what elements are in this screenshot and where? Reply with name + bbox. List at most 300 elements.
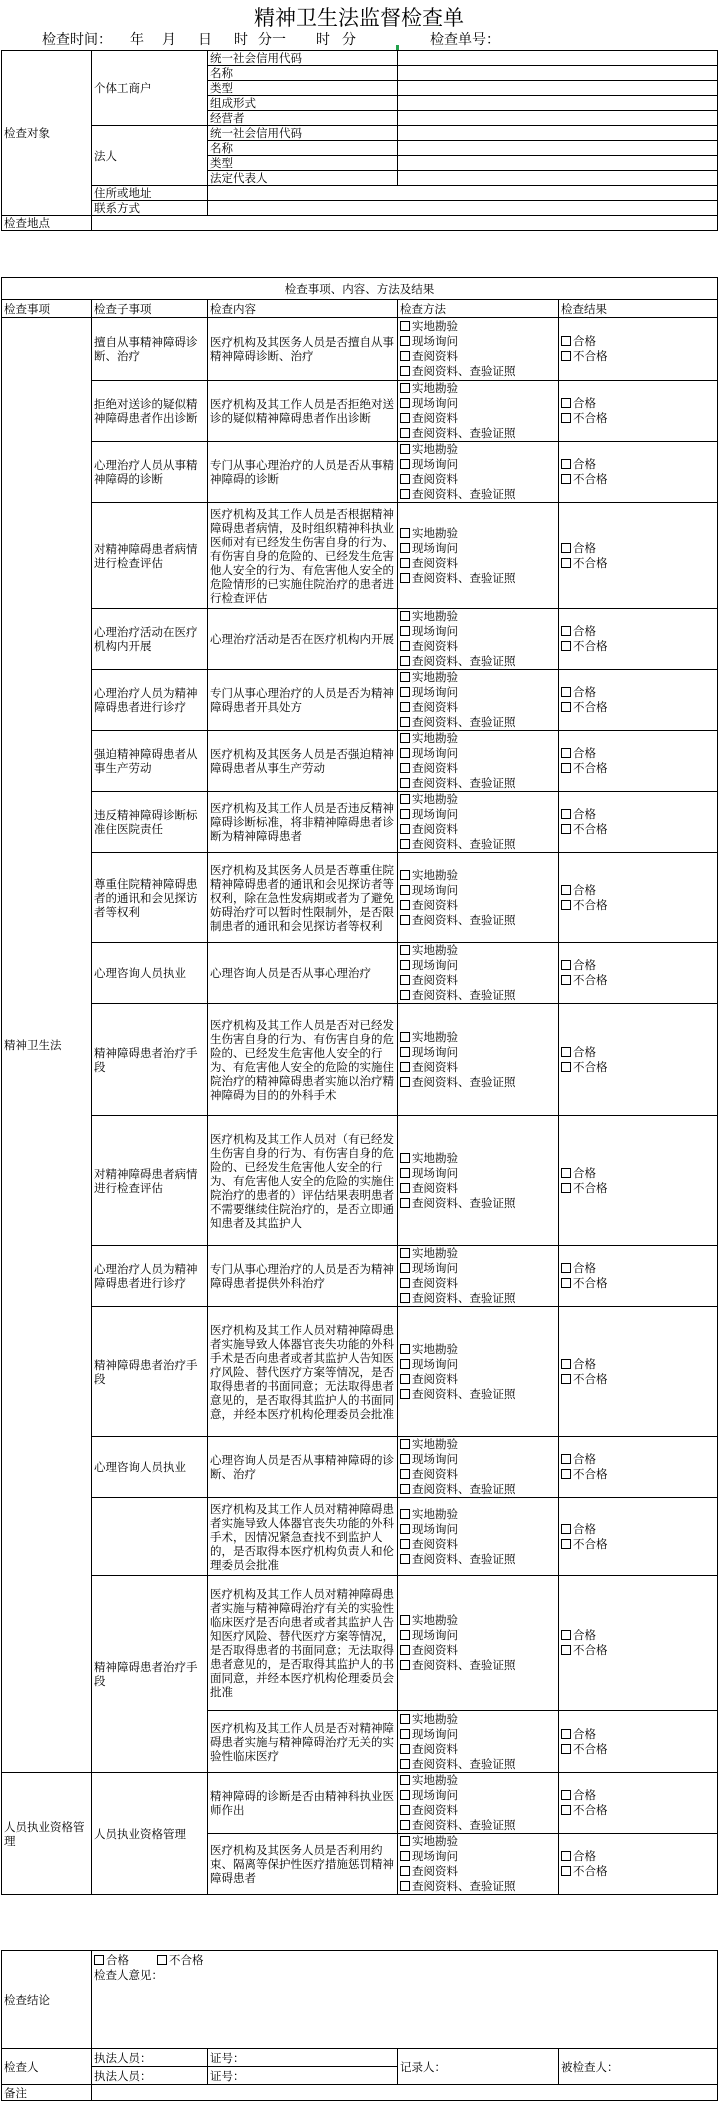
inspection-content: 医疗机构及其工作人员是否对精神障碍患者实施与精神障碍治疗无关的实验性临床医疗 bbox=[208, 1711, 398, 1773]
checkbox-icon[interactable] bbox=[561, 1454, 571, 1464]
checkbox-icon[interactable] bbox=[561, 885, 571, 895]
method-option[interactable] bbox=[400, 1788, 556, 1803]
checkbox-icon[interactable] bbox=[561, 1851, 571, 1861]
method-option[interactable] bbox=[400, 883, 556, 898]
checkbox-icon[interactable] bbox=[400, 1484, 410, 1494]
result-option[interactable] bbox=[561, 1045, 715, 1060]
result-option[interactable] bbox=[561, 1181, 715, 1196]
method-option[interactable] bbox=[400, 1727, 556, 1742]
method-option[interactable] bbox=[400, 807, 556, 822]
checkbox-icon[interactable] bbox=[400, 626, 410, 636]
legal-field-value[interactable] bbox=[398, 156, 718, 171]
remarks-value[interactable] bbox=[92, 2085, 718, 2101]
checkbox-icon[interactable] bbox=[400, 1374, 410, 1384]
checkbox-icon[interactable] bbox=[561, 1539, 571, 1549]
checkbox-icon[interactable] bbox=[561, 1790, 571, 1800]
checkbox-icon[interactable] bbox=[561, 1374, 571, 1384]
checkbox-icon[interactable] bbox=[400, 1062, 410, 1072]
method-option[interactable] bbox=[400, 1151, 556, 1166]
method-label: 查阅资料、查验证照 bbox=[412, 1195, 516, 1210]
result-label: 合格 bbox=[573, 1726, 596, 1741]
result-option[interactable] bbox=[561, 541, 715, 556]
result-option[interactable] bbox=[561, 411, 715, 426]
checkbox-icon[interactable] bbox=[400, 1744, 410, 1754]
inspection-content: 医疗机构及其工作人员对精神障碍患者实施导致人体器官丧失功能的外科手术，因情况紧急查找不到监护人的，是否取得本医疗机构负责人和伦理委员会批准 bbox=[208, 1498, 398, 1576]
result-option[interactable] bbox=[561, 457, 715, 472]
method-option[interactable] bbox=[400, 837, 556, 852]
checkbox-icon[interactable] bbox=[400, 1866, 410, 1876]
checkbox-icon[interactable] bbox=[400, 1660, 410, 1670]
method-option[interactable] bbox=[400, 1181, 556, 1196]
conclusion-label: 检查结论 bbox=[2, 1951, 92, 2049]
checkbox-icon[interactable] bbox=[400, 321, 410, 331]
method-label: 查阅资料 bbox=[412, 472, 458, 486]
checkbox-icon[interactable] bbox=[400, 1630, 410, 1640]
method-option[interactable] bbox=[400, 1482, 556, 1497]
checkbox-icon[interactable] bbox=[400, 1198, 410, 1208]
result-option[interactable] bbox=[561, 1276, 715, 1291]
inspection-row bbox=[2, 1116, 718, 1246]
result-option[interactable] bbox=[561, 1628, 715, 1643]
checkbox-icon[interactable] bbox=[561, 1866, 571, 1876]
checkbox-icon[interactable] bbox=[400, 717, 410, 727]
result-option[interactable] bbox=[561, 396, 715, 411]
result-option[interactable] bbox=[561, 1166, 715, 1181]
checkbox-icon[interactable] bbox=[400, 428, 410, 438]
result-option[interactable] bbox=[561, 1537, 715, 1552]
individual-field-value[interactable] bbox=[398, 111, 718, 126]
method-option[interactable] bbox=[400, 1045, 556, 1060]
result-label: 不合格 bbox=[573, 555, 608, 570]
result-option[interactable] bbox=[561, 700, 715, 715]
checkbox-icon[interactable] bbox=[400, 1293, 410, 1303]
method-option[interactable] bbox=[400, 556, 556, 571]
result-label: 不合格 bbox=[573, 349, 608, 363]
checkbox-icon[interactable] bbox=[400, 960, 410, 970]
checkbox-icon[interactable] bbox=[400, 672, 410, 682]
method-cell bbox=[398, 853, 559, 943]
method-option[interactable] bbox=[400, 1372, 556, 1387]
checkbox-icon[interactable] bbox=[400, 459, 410, 469]
method-option[interactable] bbox=[400, 1291, 556, 1306]
legal-field-label: 统一社会信用代码 bbox=[208, 126, 398, 141]
method-option[interactable] bbox=[400, 1030, 556, 1045]
checkbox-icon[interactable] bbox=[561, 1744, 571, 1754]
method-option[interactable] bbox=[400, 1803, 556, 1818]
method-label: 实地勘验 bbox=[412, 1437, 458, 1451]
method-option[interactable] bbox=[400, 526, 556, 541]
result-label: 不合格 bbox=[573, 761, 608, 775]
result-option[interactable] bbox=[561, 1742, 715, 1757]
method-option[interactable] bbox=[400, 715, 556, 730]
item-group-label: 人员执业资格管理 bbox=[2, 1773, 92, 1895]
checkbox-icon[interactable] bbox=[561, 809, 571, 819]
checkbox-icon[interactable] bbox=[561, 748, 571, 758]
checkbox-icon[interactable] bbox=[400, 687, 410, 697]
checkbox-icon[interactable] bbox=[400, 1851, 410, 1861]
method-option[interactable] bbox=[400, 1467, 556, 1482]
result-cell bbox=[559, 503, 718, 609]
method-option[interactable] bbox=[400, 988, 556, 1003]
checkbox-icon[interactable] bbox=[400, 809, 410, 819]
method-option[interactable] bbox=[400, 1452, 556, 1467]
method-option[interactable] bbox=[400, 426, 556, 441]
method-option[interactable] bbox=[400, 654, 556, 669]
method-label: 实地勘验 bbox=[412, 525, 458, 540]
method-option[interactable] bbox=[400, 1879, 556, 1894]
checkbox-icon[interactable] bbox=[400, 763, 410, 773]
checkbox-icon[interactable] bbox=[561, 687, 571, 697]
checkbox-icon[interactable] bbox=[400, 1248, 410, 1258]
checkbox-icon[interactable] bbox=[400, 839, 410, 849]
checkbox-icon[interactable] bbox=[400, 1775, 410, 1785]
result-option[interactable] bbox=[561, 685, 715, 700]
checkbox-icon[interactable] bbox=[400, 1881, 410, 1891]
result-option[interactable] bbox=[561, 1452, 715, 1467]
checkbox-icon[interactable] bbox=[400, 1469, 410, 1479]
location-value[interactable] bbox=[92, 216, 718, 231]
method-option[interactable] bbox=[400, 973, 556, 988]
result-option[interactable] bbox=[561, 1788, 715, 1803]
method-option[interactable] bbox=[400, 1075, 556, 1090]
checkbox-icon[interactable] bbox=[400, 558, 410, 568]
checkbox-icon[interactable] bbox=[561, 1278, 571, 1288]
method-option[interactable] bbox=[400, 822, 556, 837]
checkbox-icon[interactable] bbox=[400, 945, 410, 955]
checkbox-icon[interactable] bbox=[157, 1955, 167, 1965]
checkbox-icon[interactable] bbox=[400, 543, 410, 553]
checkbox-icon[interactable] bbox=[400, 474, 410, 484]
column-header: 检查结果 bbox=[559, 300, 718, 318]
method-option[interactable] bbox=[400, 624, 556, 639]
checkbox-icon[interactable] bbox=[400, 1615, 410, 1625]
checkbox-icon[interactable] bbox=[400, 1820, 410, 1830]
method-option[interactable] bbox=[400, 1060, 556, 1075]
method-option[interactable] bbox=[400, 364, 556, 379]
method-option[interactable] bbox=[400, 1628, 556, 1643]
result-option[interactable] bbox=[561, 822, 715, 837]
checkbox-icon[interactable] bbox=[400, 366, 410, 376]
method-option[interactable] bbox=[400, 792, 556, 807]
sub-item-name: 人员执业资格管理 bbox=[92, 1773, 208, 1895]
checkbox-icon[interactable] bbox=[400, 1759, 410, 1769]
checkbox-icon[interactable] bbox=[400, 900, 410, 910]
method-option[interactable] bbox=[400, 1818, 556, 1833]
method-option[interactable] bbox=[400, 1507, 556, 1522]
method-option[interactable] bbox=[400, 868, 556, 883]
checkbox-icon[interactable] bbox=[400, 1278, 410, 1288]
result-option[interactable] bbox=[561, 807, 715, 822]
checkbox-icon[interactable] bbox=[400, 1439, 410, 1449]
checkbox-icon[interactable] bbox=[561, 763, 571, 773]
method-option[interactable] bbox=[400, 1357, 556, 1372]
method-option[interactable] bbox=[400, 943, 556, 958]
method-option[interactable] bbox=[400, 761, 556, 776]
checkbox-icon[interactable] bbox=[561, 975, 571, 985]
checkbox-icon[interactable] bbox=[561, 558, 571, 568]
checkbox-icon[interactable] bbox=[561, 702, 571, 712]
checkbox-icon[interactable] bbox=[400, 1344, 410, 1354]
checkbox-icon[interactable] bbox=[400, 1509, 410, 1519]
result-option[interactable] bbox=[561, 958, 715, 973]
method-option[interactable] bbox=[400, 958, 556, 973]
method-option[interactable] bbox=[400, 1261, 556, 1276]
result-option[interactable] bbox=[561, 1643, 715, 1658]
method-option[interactable] bbox=[400, 1437, 556, 1452]
method-option[interactable] bbox=[400, 1552, 556, 1567]
method-label: 查阅资料 bbox=[412, 555, 458, 570]
checkbox-icon[interactable] bbox=[400, 351, 410, 361]
method-option[interactable] bbox=[400, 1643, 556, 1658]
checkbox-icon[interactable] bbox=[400, 528, 410, 538]
checkbox-icon[interactable] bbox=[400, 1032, 410, 1042]
result-option[interactable] bbox=[561, 1803, 715, 1818]
method-option[interactable] bbox=[400, 1864, 556, 1879]
checkbox-icon[interactable] bbox=[400, 413, 410, 423]
method-option[interactable] bbox=[400, 487, 556, 502]
individual-field-value[interactable] bbox=[398, 66, 718, 81]
checkbox-icon[interactable] bbox=[561, 824, 571, 834]
checkbox-icon[interactable] bbox=[400, 1389, 410, 1399]
individual-field-value[interactable] bbox=[398, 81, 718, 96]
method-option[interactable] bbox=[400, 1757, 556, 1772]
method-option[interactable] bbox=[400, 1712, 556, 1727]
checkbox-icon[interactable] bbox=[400, 1539, 410, 1549]
checkbox-icon[interactable] bbox=[400, 1805, 410, 1815]
method-option[interactable] bbox=[400, 396, 556, 411]
inspection-row bbox=[2, 1307, 718, 1437]
checkbox-icon[interactable] bbox=[561, 626, 571, 636]
result-option[interactable] bbox=[561, 556, 715, 571]
method-option[interactable] bbox=[400, 685, 556, 700]
checkbox-icon[interactable] bbox=[400, 641, 410, 651]
checkbox-icon[interactable] bbox=[561, 413, 571, 423]
checkbox-icon[interactable] bbox=[400, 870, 410, 880]
checkbox-icon[interactable] bbox=[561, 351, 571, 361]
checkbox-icon[interactable] bbox=[561, 1630, 571, 1640]
result-option[interactable] bbox=[561, 1849, 715, 1864]
method-option[interactable] bbox=[400, 457, 556, 472]
result-option[interactable] bbox=[561, 898, 715, 913]
method-option[interactable] bbox=[400, 609, 556, 624]
checkbox-icon[interactable] bbox=[561, 960, 571, 970]
checkbox-icon[interactable] bbox=[400, 1454, 410, 1464]
checkbox-icon[interactable] bbox=[400, 975, 410, 985]
checkbox-icon[interactable] bbox=[400, 733, 410, 743]
checkbox-icon[interactable] bbox=[561, 474, 571, 484]
checkbox-icon[interactable] bbox=[400, 1524, 410, 1534]
day-label: 日 bbox=[198, 32, 212, 48]
method-option[interactable] bbox=[400, 1834, 556, 1849]
result-option[interactable] bbox=[561, 1372, 715, 1387]
method-option[interactable] bbox=[400, 349, 556, 364]
method-label: 现场询问 bbox=[412, 685, 458, 699]
individual-field-value[interactable] bbox=[398, 51, 718, 66]
checkbox-icon[interactable] bbox=[400, 1554, 410, 1564]
checkbox-icon[interactable] bbox=[400, 794, 410, 804]
method-option[interactable] bbox=[400, 319, 556, 334]
result-option[interactable] bbox=[561, 1060, 715, 1075]
checkbox-icon[interactable] bbox=[400, 778, 410, 788]
checkbox-icon[interactable] bbox=[400, 336, 410, 346]
checkbox-icon[interactable] bbox=[400, 1047, 410, 1057]
method-option[interactable] bbox=[400, 442, 556, 457]
method-option[interactable] bbox=[400, 334, 556, 349]
checkbox-icon[interactable] bbox=[561, 459, 571, 469]
checkbox-icon[interactable] bbox=[561, 1645, 571, 1655]
method-option[interactable] bbox=[400, 1387, 556, 1402]
result-option[interactable] bbox=[561, 883, 715, 898]
method-option[interactable] bbox=[400, 1342, 556, 1357]
result-cell bbox=[559, 609, 718, 670]
method-option[interactable] bbox=[400, 700, 556, 715]
checkbox-icon[interactable] bbox=[400, 398, 410, 408]
method-option[interactable] bbox=[400, 746, 556, 761]
method-option[interactable] bbox=[400, 1246, 556, 1261]
method-option[interactable] bbox=[400, 1613, 556, 1628]
checkbox-icon[interactable] bbox=[400, 1359, 410, 1369]
address-value[interactable] bbox=[208, 186, 718, 201]
result-option[interactable] bbox=[561, 1522, 715, 1537]
inspection-row bbox=[2, 1576, 718, 1711]
result-label: 合格 bbox=[573, 807, 596, 821]
result-label: 合格 bbox=[573, 1849, 596, 1863]
conclusion-label: 合格 bbox=[106, 1953, 129, 1967]
result-option[interactable] bbox=[561, 746, 715, 761]
method-option[interactable] bbox=[400, 913, 556, 928]
checkbox-icon[interactable] bbox=[400, 1263, 410, 1273]
result-option[interactable] bbox=[561, 1864, 715, 1879]
result-option[interactable] bbox=[561, 624, 715, 639]
checkbox-icon[interactable] bbox=[400, 885, 410, 895]
result-option[interactable] bbox=[561, 1727, 715, 1742]
checkbox-icon[interactable] bbox=[400, 824, 410, 834]
result-option[interactable] bbox=[561, 639, 715, 654]
checkbox-icon[interactable] bbox=[561, 641, 571, 651]
checkbox-icon[interactable] bbox=[561, 336, 571, 346]
checkbox-icon[interactable] bbox=[400, 573, 410, 583]
checkbox-icon[interactable] bbox=[400, 1790, 410, 1800]
conclusion-options bbox=[94, 1953, 715, 1968]
checkbox-icon[interactable] bbox=[400, 990, 410, 1000]
checkbox-icon[interactable] bbox=[400, 1729, 410, 1739]
contact-value[interactable] bbox=[208, 201, 718, 216]
method-option[interactable] bbox=[400, 1276, 556, 1291]
checkbox-icon[interactable] bbox=[400, 1077, 410, 1087]
checkbox-icon[interactable] bbox=[561, 1805, 571, 1815]
sub-item-name: 擅自从事精神障碍诊断、治疗 bbox=[92, 318, 208, 381]
method-option[interactable] bbox=[400, 1773, 556, 1788]
checkbox-icon[interactable] bbox=[561, 398, 571, 408]
method-option[interactable] bbox=[400, 1742, 556, 1757]
checkbox-icon[interactable] bbox=[400, 656, 410, 666]
checkbox-icon[interactable] bbox=[400, 444, 410, 454]
method-option[interactable] bbox=[400, 1522, 556, 1537]
checkbox-icon[interactable] bbox=[400, 1153, 410, 1163]
conclusion-option[interactable] bbox=[94, 1953, 129, 1968]
method-option[interactable] bbox=[400, 670, 556, 685]
result-option[interactable] bbox=[561, 472, 715, 487]
legal-field-value[interactable] bbox=[398, 141, 718, 156]
checkbox-icon[interactable] bbox=[561, 543, 571, 553]
legal-field-value[interactable] bbox=[398, 171, 718, 186]
method-option[interactable] bbox=[400, 411, 556, 426]
method-option[interactable] bbox=[400, 1166, 556, 1181]
checkbox-icon[interactable] bbox=[561, 1062, 571, 1072]
checkbox-icon[interactable] bbox=[400, 915, 410, 925]
conclusion-option[interactable] bbox=[157, 1953, 204, 1968]
checkbox-icon[interactable] bbox=[561, 1469, 571, 1479]
method-label: 查阅资料 bbox=[412, 897, 458, 912]
minute2-label: 分 bbox=[342, 32, 356, 48]
checkbox-icon[interactable] bbox=[400, 611, 410, 621]
inspection-row bbox=[2, 943, 718, 1004]
result-option[interactable] bbox=[561, 334, 715, 349]
checkbox-icon[interactable] bbox=[94, 1955, 104, 1965]
method-label: 查阅资料 bbox=[412, 761, 458, 775]
method-cell bbox=[398, 503, 559, 609]
method-label: 查阅资料、查验证照 bbox=[412, 364, 516, 378]
remarks-label: 备注 bbox=[2, 2085, 92, 2101]
method-option[interactable] bbox=[400, 541, 556, 556]
checkbox-icon[interactable] bbox=[561, 1524, 571, 1534]
result-option[interactable] bbox=[561, 1261, 715, 1276]
method-option[interactable] bbox=[400, 776, 556, 791]
method-option[interactable] bbox=[400, 898, 556, 913]
checkbox-icon[interactable] bbox=[400, 748, 410, 758]
individual-label: 个体工商户 bbox=[92, 51, 208, 126]
method-label: 实地勘验 bbox=[412, 670, 458, 684]
method-option[interactable] bbox=[400, 472, 556, 487]
checkbox-icon[interactable] bbox=[400, 383, 410, 393]
checkbox-icon[interactable] bbox=[561, 1168, 571, 1178]
method-option[interactable] bbox=[400, 639, 556, 654]
checkbox-icon[interactable] bbox=[400, 1183, 410, 1193]
result-option[interactable] bbox=[561, 1357, 715, 1372]
method-option[interactable] bbox=[400, 1658, 556, 1673]
checkbox-icon[interactable] bbox=[561, 1263, 571, 1273]
checkbox-icon[interactable] bbox=[400, 1645, 410, 1655]
method-label: 查阅资料、查验证照 bbox=[412, 426, 516, 440]
method-option[interactable] bbox=[400, 1196, 556, 1211]
inspection-row bbox=[2, 381, 718, 442]
result-option[interactable] bbox=[561, 973, 715, 988]
result-option[interactable] bbox=[561, 761, 715, 776]
checkbox-icon[interactable] bbox=[400, 1714, 410, 1724]
checkbox-icon[interactable] bbox=[561, 1047, 571, 1057]
method-option[interactable] bbox=[400, 731, 556, 746]
method-label: 现场询问 bbox=[412, 1849, 458, 1863]
inspection-content: 医疗机构及其工作人员是否对已经发生伤害自身的行为、有伤害自身的危险的、已经发生危害他人安全的行为、有危害他人安全的危险的实施住院治疗的精神障碍患者实施以治疗精神障碍为目的的外科手术 bbox=[208, 1004, 398, 1116]
individual-field-value[interactable] bbox=[398, 96, 718, 111]
checkbox-icon[interactable] bbox=[561, 1729, 571, 1739]
method-option[interactable] bbox=[400, 381, 556, 396]
result-option[interactable] bbox=[561, 1467, 715, 1482]
method-option[interactable] bbox=[400, 571, 556, 586]
checkbox-icon[interactable] bbox=[400, 489, 410, 499]
checkbox-icon[interactable] bbox=[400, 702, 410, 712]
checkbox-icon[interactable] bbox=[561, 900, 571, 910]
checkbox-icon[interactable] bbox=[561, 1359, 571, 1369]
checkbox-icon[interactable] bbox=[400, 1836, 410, 1846]
method-option[interactable] bbox=[400, 1537, 556, 1552]
method-label: 现场询问 bbox=[412, 1356, 458, 1371]
legal-field-value[interactable] bbox=[398, 126, 718, 141]
checkbox-icon[interactable] bbox=[400, 1168, 410, 1178]
result-option[interactable] bbox=[561, 349, 715, 364]
checkbox-icon[interactable] bbox=[561, 1183, 571, 1193]
method-option[interactable] bbox=[400, 1849, 556, 1864]
